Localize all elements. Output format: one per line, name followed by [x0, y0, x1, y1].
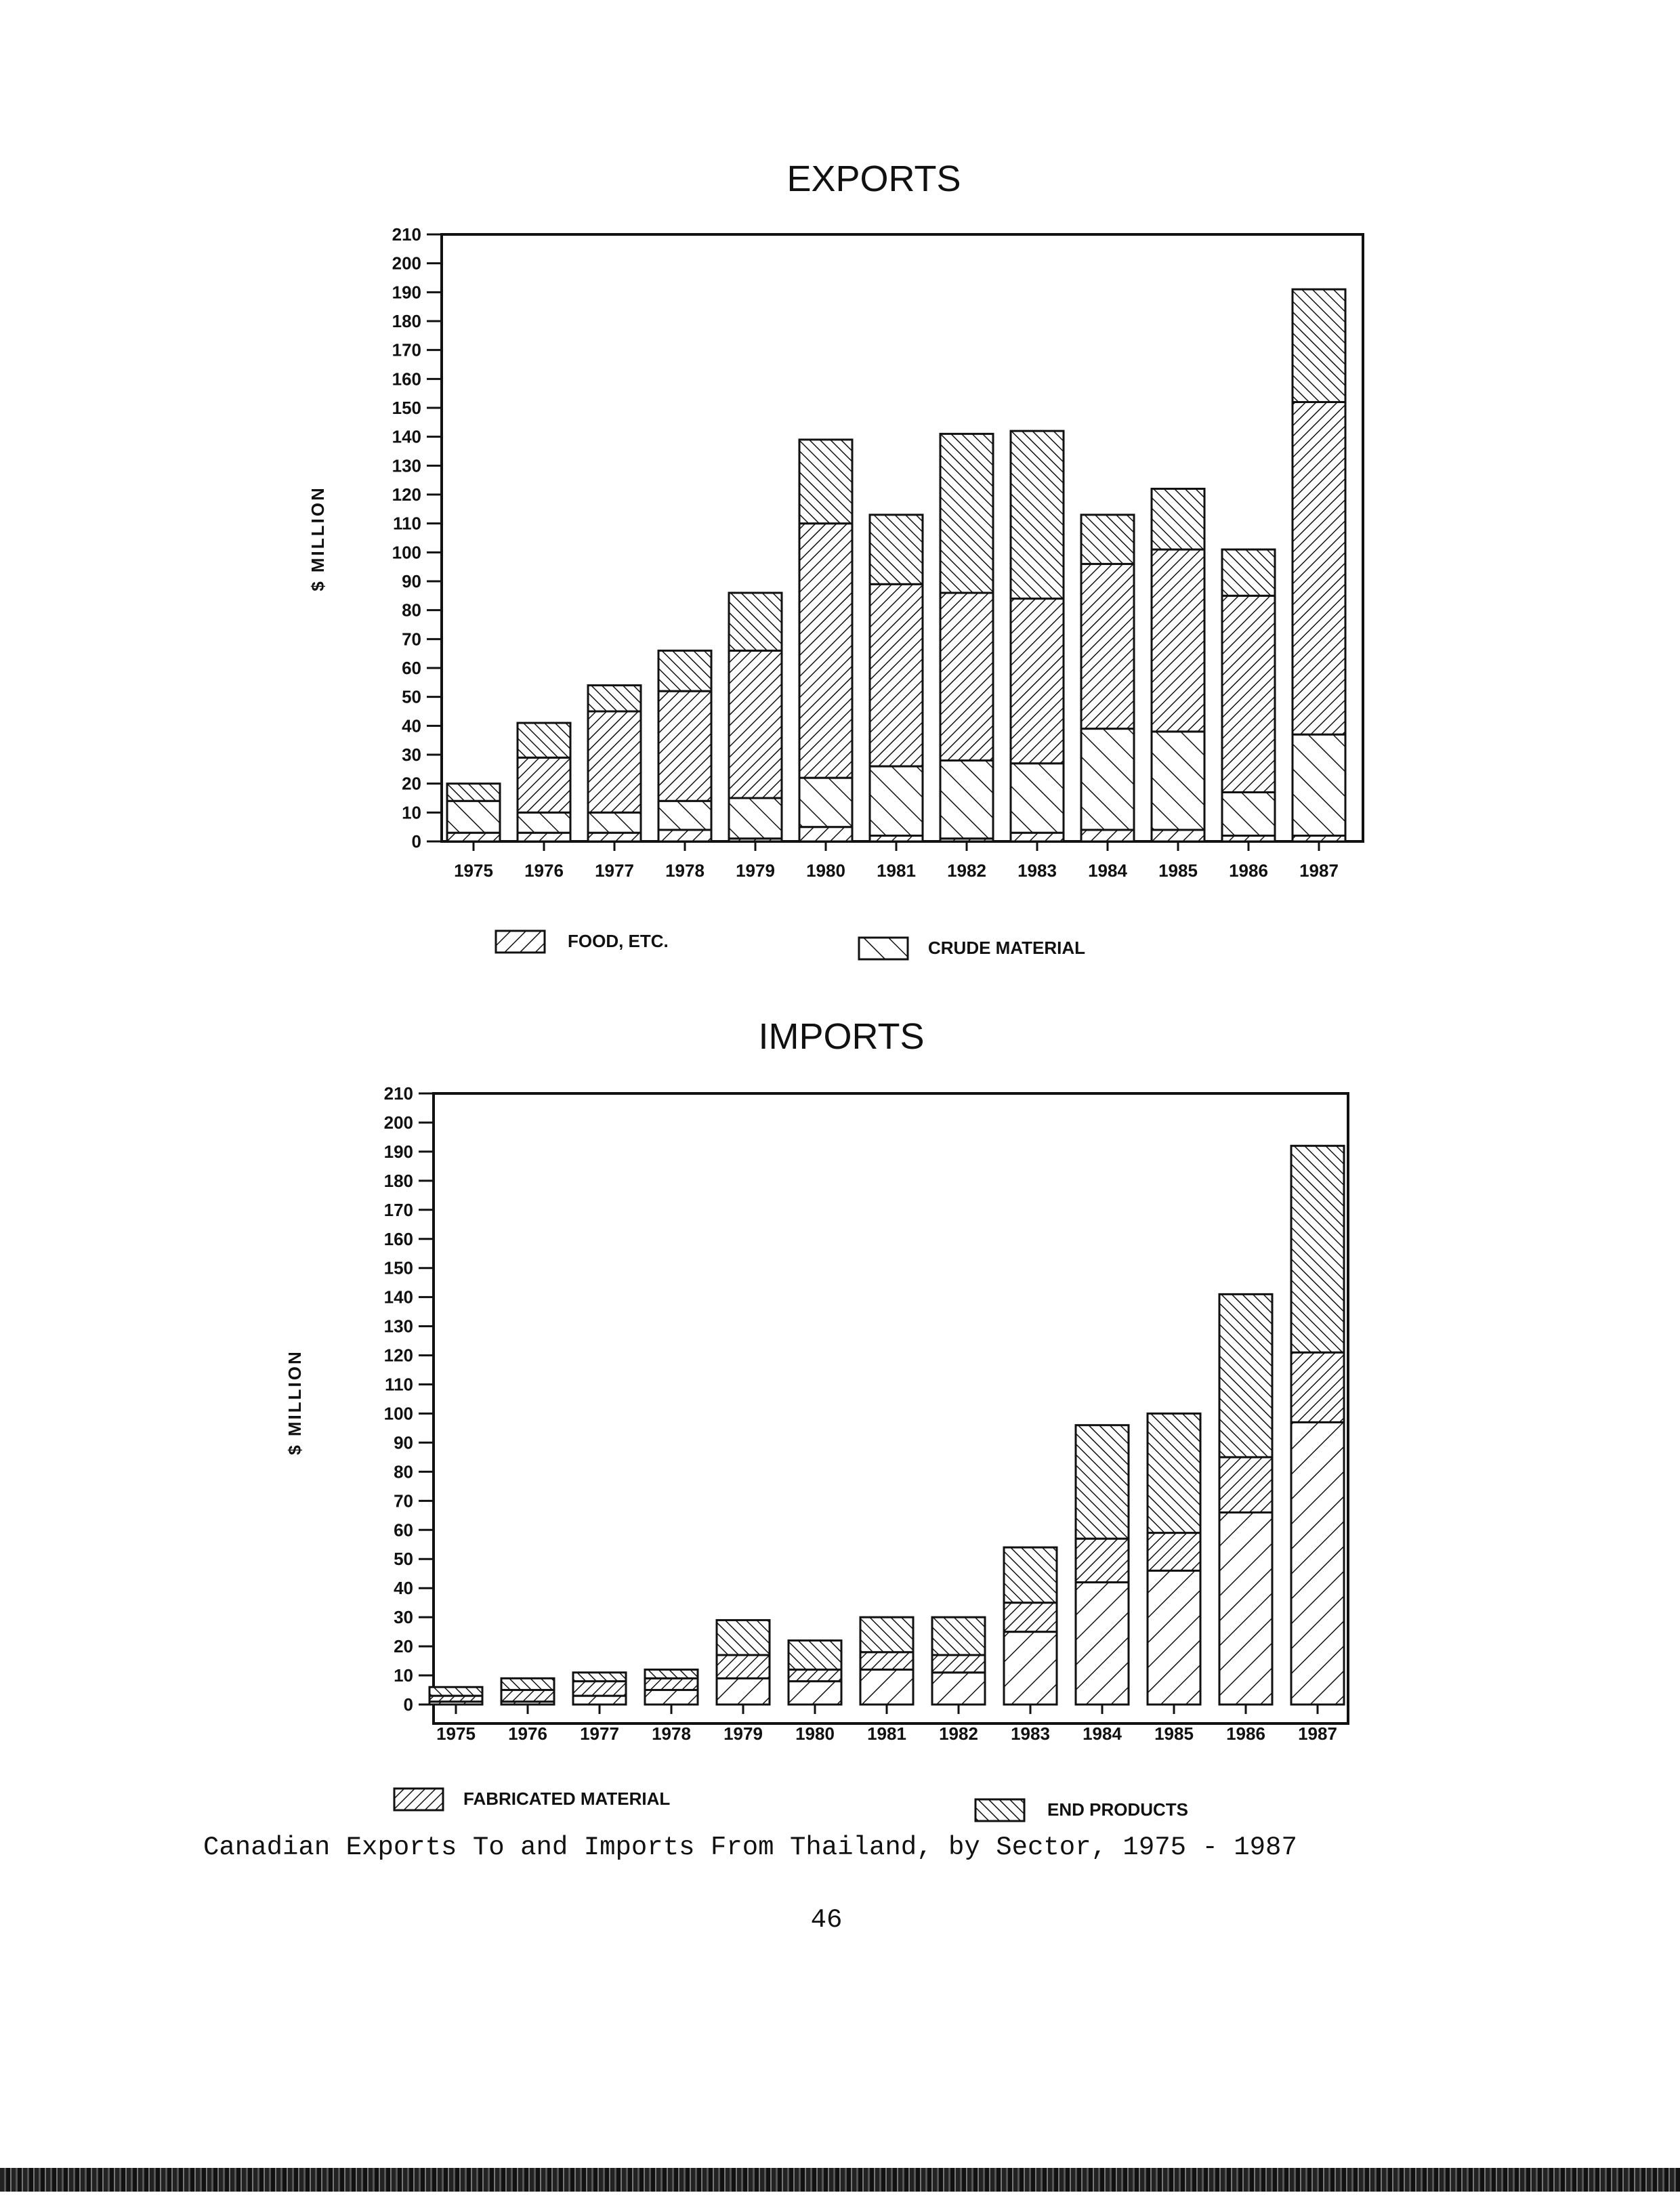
- exports-bar-segment: [447, 784, 500, 801]
- imports-x-tick-label: 1986: [1226, 1723, 1265, 1744]
- imports-bar-segment: [1004, 1603, 1057, 1632]
- imports-x-tick-label: 1984: [1083, 1723, 1122, 1744]
- imports-bar-segment: [1148, 1413, 1200, 1532]
- imports-y-tick-label: 80: [394, 1461, 413, 1482]
- imports-bar-segment: [645, 1669, 698, 1678]
- imports-bar-segment: [1291, 1422, 1344, 1705]
- exports-x-tick-label: 1983: [1017, 860, 1057, 881]
- imports-bar-segment: [1076, 1425, 1129, 1539]
- imports-bar-segment: [1291, 1146, 1344, 1352]
- imports-bar-segment: [1219, 1294, 1272, 1457]
- exports-bar-segment: [729, 798, 782, 839]
- exports-y-tick-label: 150: [392, 398, 421, 418]
- exports-bar-segment: [799, 524, 852, 778]
- exports-bar-segment: [1152, 488, 1204, 549]
- imports-bar-segment: [1291, 1352, 1344, 1422]
- exports-bar-segment: [1081, 564, 1134, 728]
- exports-legend-label: FOOD, ETC.: [568, 931, 669, 951]
- exports-title: EXPORTS: [786, 159, 961, 199]
- imports-y-tick-label: 60: [394, 1520, 413, 1541]
- imports-bar-segment: [1219, 1457, 1272, 1513]
- imports-y-tick-label: 90: [394, 1432, 413, 1453]
- imports-y-tick-label: 180: [383, 1170, 413, 1191]
- imports-x-tick-label: 1981: [867, 1723, 906, 1744]
- exports-x-tick-label: 1985: [1158, 860, 1198, 881]
- imports-bar-segment: [1219, 1513, 1272, 1705]
- exports-bar-segment: [1222, 549, 1275, 595]
- exports-bar-segment: [518, 723, 570, 757]
- exports-x-tick-label: 1986: [1229, 860, 1268, 881]
- exports-x-tick-label: 1984: [1088, 860, 1127, 881]
- exports-y-tick-label: 60: [402, 658, 421, 678]
- exports-bar-segment: [1011, 833, 1064, 841]
- imports-y-tick-label: 210: [383, 1083, 413, 1104]
- exports-y-tick-label: 0: [411, 831, 421, 852]
- imports-bar-segment: [573, 1673, 626, 1681]
- imports-y-tick-label: 150: [383, 1257, 413, 1278]
- exports-bar-segment: [658, 650, 711, 691]
- imports-bar-segment: [789, 1641, 841, 1670]
- imports-x-tick-label: 1983: [1011, 1723, 1050, 1744]
- exports-bar-segment: [1293, 289, 1345, 402]
- imports-y-tick-label: 120: [383, 1345, 413, 1366]
- imports-x-tick-label: 1975: [436, 1723, 476, 1744]
- imports-legend-swatch: [975, 1799, 1024, 1821]
- imports-bar-segment: [932, 1673, 985, 1705]
- imports-bar-segment: [717, 1678, 770, 1705]
- imports-bar-segment: [789, 1669, 841, 1681]
- imports-bar-segment: [573, 1696, 626, 1705]
- imports-bar-segment: [1004, 1547, 1057, 1603]
- imports-bar-segment: [501, 1678, 554, 1690]
- exports-y-tick-label: 170: [392, 339, 421, 360]
- exports-chart: [308, 159, 1363, 959]
- exports-x-tick-label: 1976: [524, 860, 564, 881]
- imports-y-tick-label: 40: [394, 1578, 413, 1599]
- exports-bar-segment: [729, 650, 782, 798]
- exports-y-tick-label: 30: [402, 745, 421, 765]
- exports-y-tick-label: 10: [402, 802, 421, 823]
- exports-y-tick-label: 140: [392, 426, 421, 447]
- imports-y-axis-label: $ MILLION: [285, 1350, 305, 1455]
- exports-bar-segment: [870, 515, 923, 584]
- exports-y-tick-label: 50: [402, 686, 421, 707]
- imports-title: IMPORTS: [758, 1016, 925, 1057]
- exports-bar-segment: [1293, 734, 1345, 835]
- exports-x-tick-label: 1982: [947, 860, 986, 881]
- exports-bar-segment: [1222, 595, 1275, 792]
- exports-y-tick-label: 120: [392, 484, 421, 505]
- exports-x-tick-label: 1980: [806, 860, 845, 881]
- imports-y-tick-label: 0: [403, 1694, 413, 1715]
- exports-y-tick-label: 110: [393, 513, 421, 534]
- imports-bar-segment: [717, 1655, 770, 1678]
- page-number: 46: [810, 1905, 843, 1935]
- imports-bar-segment: [717, 1620, 770, 1655]
- imports-bar-segment: [860, 1669, 913, 1705]
- exports-y-tick-label: 160: [392, 369, 421, 390]
- imports-bar-segment: [1148, 1570, 1200, 1705]
- exports-x-tick-label: 1987: [1299, 860, 1339, 881]
- imports-legend-swatch: [394, 1789, 443, 1810]
- exports-y-tick-label: 80: [402, 600, 421, 621]
- imports-bar-segment: [1004, 1632, 1057, 1705]
- imports-x-tick-label: 1982: [939, 1723, 978, 1744]
- imports-y-tick-label: 110: [385, 1374, 413, 1395]
- exports-y-tick-label: 40: [402, 715, 421, 736]
- imports-bar-segment: [645, 1690, 698, 1705]
- exports-bar-segment: [1011, 431, 1064, 598]
- imports-x-tick-label: 1980: [795, 1723, 835, 1744]
- imports-y-tick-label: 130: [383, 1316, 413, 1337]
- exports-x-tick-label: 1975: [454, 860, 493, 881]
- imports-bar-segment: [789, 1681, 841, 1705]
- exports-bar-segment: [799, 827, 852, 841]
- exports-legend-swatch: [859, 938, 908, 959]
- imports-bar-segment: [860, 1652, 913, 1670]
- exports-bar-segment: [870, 766, 923, 835]
- exports-x-tick-label: 1979: [736, 860, 775, 881]
- exports-y-tick-label: 100: [392, 542, 421, 563]
- exports-bar-segment: [447, 833, 500, 841]
- imports-y-tick-label: 20: [394, 1636, 413, 1657]
- imports-y-tick-label: 30: [394, 1607, 413, 1628]
- exports-bar-segment: [729, 593, 782, 650]
- exports-y-tick-label: 90: [402, 571, 421, 591]
- exports-y-axis-label: $ MILLION: [308, 486, 328, 591]
- exports-bar-segment: [658, 801, 711, 830]
- exports-bar-segment: [658, 830, 711, 841]
- exports-bar-segment: [1081, 830, 1134, 841]
- exports-y-tick-label: 20: [402, 773, 421, 794]
- exports-y-tick-label: 200: [392, 253, 421, 274]
- exports-bar-segment: [658, 691, 711, 801]
- exports-bar-segment: [870, 584, 923, 766]
- imports-bar-segment: [860, 1617, 913, 1652]
- imports-y-tick-label: 50: [394, 1549, 413, 1570]
- exports-bar-segment: [1152, 732, 1204, 830]
- imports-y-tick-label: 10: [394, 1665, 413, 1686]
- imports-bar-segment: [429, 1687, 482, 1696]
- scan-border: [0, 2168, 1680, 2192]
- exports-bar-segment: [1152, 830, 1204, 841]
- imports-x-tick-label: 1985: [1154, 1723, 1194, 1744]
- exports-bar-segment: [940, 761, 993, 839]
- imports-legend-label: FABRICATED MATERIAL: [463, 1789, 671, 1809]
- exports-bar-segment: [588, 812, 641, 833]
- exports-bar-segment: [588, 833, 641, 841]
- exports-bar-segment: [1152, 549, 1204, 732]
- exports-x-tick-label: 1977: [595, 860, 634, 881]
- exports-bar-segment: [1293, 402, 1345, 734]
- exports-bar-segment: [940, 434, 993, 593]
- exports-legend-label: CRUDE MATERIAL: [928, 938, 1086, 958]
- exports-y-tick-label: 130: [392, 455, 421, 476]
- imports-y-tick-label: 200: [383, 1112, 413, 1133]
- imports-y-tick-label: 70: [394, 1490, 413, 1511]
- imports-y-tick-label: 160: [383, 1228, 413, 1249]
- imports-x-tick-label: 1979: [723, 1723, 763, 1744]
- exports-bar-segment: [940, 593, 993, 760]
- exports-y-tick-label: 180: [392, 311, 421, 331]
- imports-x-tick-label: 1978: [652, 1723, 691, 1744]
- exports-bar-segment: [799, 440, 852, 524]
- imports-legend-label: END PRODUCTS: [1047, 1799, 1189, 1820]
- imports-bar-segment: [645, 1678, 698, 1690]
- imports-bar-segment: [932, 1617, 985, 1655]
- exports-bar-segment: [518, 757, 570, 812]
- imports-x-tick-label: 1976: [508, 1723, 547, 1744]
- figure-caption: Canadian Exports To and Imports From Thailand, by Sector, 1975 - 1987: [203, 1833, 1297, 1862]
- exports-legend-swatch: [496, 931, 545, 953]
- imports-y-tick-label: 140: [383, 1287, 413, 1308]
- imports-bar-segment: [573, 1681, 626, 1696]
- exports-bar-segment: [799, 778, 852, 827]
- exports-bar-segment: [447, 801, 500, 833]
- exports-bar-segment: [518, 833, 570, 841]
- imports-x-tick-label: 1987: [1298, 1723, 1337, 1744]
- imports-bar-segment: [932, 1655, 985, 1673]
- exports-bar-segment: [1222, 792, 1275, 835]
- imports-bar-segment: [1076, 1583, 1129, 1705]
- exports-y-tick-label: 70: [402, 629, 421, 650]
- exports-y-tick-label: 190: [392, 282, 421, 303]
- exports-bar-segment: [1011, 764, 1064, 833]
- exports-bar-segment: [588, 686, 641, 711]
- imports-y-tick-label: 190: [383, 1141, 413, 1162]
- exports-x-tick-label: 1978: [665, 860, 705, 881]
- exports-bar-segment: [1011, 599, 1064, 764]
- imports-y-tick-label: 100: [383, 1403, 413, 1424]
- imports-chart: [285, 1016, 1348, 1821]
- imports-y-tick-label: 170: [383, 1199, 413, 1220]
- exports-x-tick-label: 1981: [877, 860, 916, 881]
- exports-bar-segment: [588, 711, 641, 812]
- imports-bar-segment: [1148, 1533, 1200, 1571]
- imports-x-tick-label: 1977: [580, 1723, 619, 1744]
- exports-bar-segment: [1081, 515, 1134, 564]
- imports-bar-segment: [1076, 1539, 1129, 1582]
- imports-bar-segment: [501, 1690, 554, 1702]
- exports-y-tick-label: 210: [392, 224, 421, 245]
- exports-bar-segment: [518, 812, 570, 833]
- exports-bar-segment: [1081, 729, 1134, 830]
